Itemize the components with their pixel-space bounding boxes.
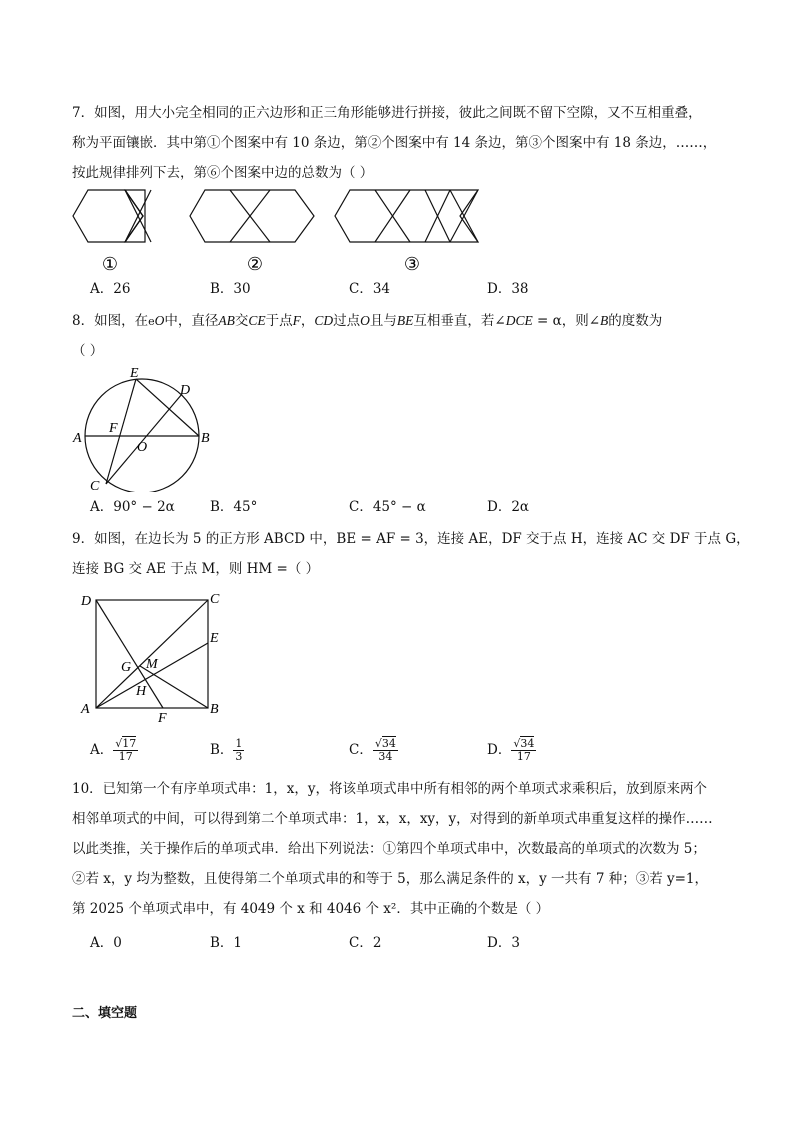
q7-fig1-triangle (125, 190, 145, 242)
q7-line-2: 称为平面镶嵌．其中第①个图案中有 10 条边，第②个图案中有 14 条边，第③个图案中有 18 条边，……， (72, 135, 717, 151)
q9-label-h: H (136, 684, 147, 699)
q9-line-1: 9．如图，在边长为 5 的正方形 ABCD 中，BE = AF = 3，连接 AE，DF 交于点 H，连接 AC 交 DF 于点 G， (72, 531, 750, 547)
q9-option-c[interactable]: C． $\frac{√34}{34}$ (349, 737, 396, 763)
q9-label-m: M (146, 657, 158, 672)
q7-line-3: 按此规律排列下去，第⑥个图案中边的总数为（ ） (72, 165, 374, 181)
q9-label-a: A (81, 702, 90, 717)
q9-label-g: G (121, 660, 132, 675)
q9-label-c: C (210, 592, 220, 607)
q10-line-5: 第 2025 个单项式串中，有 4049 个 x 和 4046 个 x²．其中正确的个数是（ ） (72, 901, 550, 917)
q8-line-2: （ ） (72, 343, 104, 359)
q10-option-c[interactable]: C．2 (349, 935, 382, 951)
q9-option-a[interactable]: A． $\frac{√17}{17}$ (90, 737, 137, 763)
q8-option-b[interactable]: B．45° (210, 499, 258, 515)
q9-line-2: 连接 BG 交 AE 于点 M，则 HM =（ ） (72, 561, 320, 577)
q8-label-e: E (130, 366, 139, 381)
section-heading-fill-in: 二、填空题 (72, 1006, 138, 1021)
q8-option-d[interactable]: D．2α (487, 499, 530, 515)
q7-fig3-label: ③ (403, 254, 421, 274)
q10-line-1: 10．已知第一个有序单项式串：1，x，y，将该单项式串中所有相邻的两个单项式求乘积后，放到原来两个 (72, 781, 708, 797)
q7-option-b[interactable]: B．30 (210, 281, 251, 297)
q10-line-2: 相邻单项式的中间，可以得到第二个单项式串：1，x，x，xy，y，对得到的新单项式串重复这样的操作…… (72, 811, 713, 827)
q9-label-f: F (158, 711, 167, 723)
q10-option-d[interactable]: D．3 (487, 935, 520, 951)
q9-option-d[interactable]: D． $\frac{√34}{17}$ (487, 737, 535, 763)
q9-label-b: B (210, 702, 219, 717)
q9-label-e: E (210, 631, 219, 646)
q9-square-figure (78, 588, 228, 723)
q7-tiling-figure (70, 188, 490, 278)
q8-label-f: F (109, 421, 118, 436)
q9-option-b[interactable]: B． $\frac{1}{3}$ (210, 737, 243, 763)
q8-label-d: D (180, 383, 191, 398)
q8-label-o: O (137, 440, 148, 455)
q10-line-4: ②若 x，y 均为整数，且使得第二个单项式串的和等于 5，那么满足条件的 x，y 一共有 7 种；③若 y=1， (72, 871, 709, 887)
q8-option-c[interactable]: C．45° − α (349, 499, 426, 515)
q7-option-c[interactable]: C．34 (349, 281, 391, 297)
q9-label-d: D (81, 594, 92, 609)
q7-fig2-label: ② (246, 254, 264, 274)
q8-label-c: C (90, 479, 100, 492)
q7-option-d[interactable]: D．38 (487, 281, 529, 297)
q8-circle-figure (70, 362, 220, 492)
q8-option-a[interactable]: A．90° − 2α (90, 499, 175, 515)
q7-option-a[interactable]: A．26 (90, 281, 131, 297)
q8-label-a: A (73, 431, 82, 446)
q10-line-3: 以此类推，关于操作后的单项式串．给出下列说法：①第四个单项式串中，次数最高的单项式的次数为 5； (72, 841, 706, 857)
q7-fig1-label: ① (101, 254, 119, 274)
q10-option-a[interactable]: A．0 (90, 935, 122, 951)
q8-label-b: B (201, 431, 210, 446)
q8-line-1: 8．如图，在eO中，直径AB交CE于点F，CD过点O且与BE互相垂直，若∠DCE = α，则∠B的度数为 (72, 313, 663, 329)
q10-option-b[interactable]: B．1 (210, 935, 243, 951)
q7-line-1: 7．如图，用大小完全相同的正六边形和正三角形能够进行拼接，彼此之间既不留下空隙，又不互相重叠， (72, 105, 702, 121)
